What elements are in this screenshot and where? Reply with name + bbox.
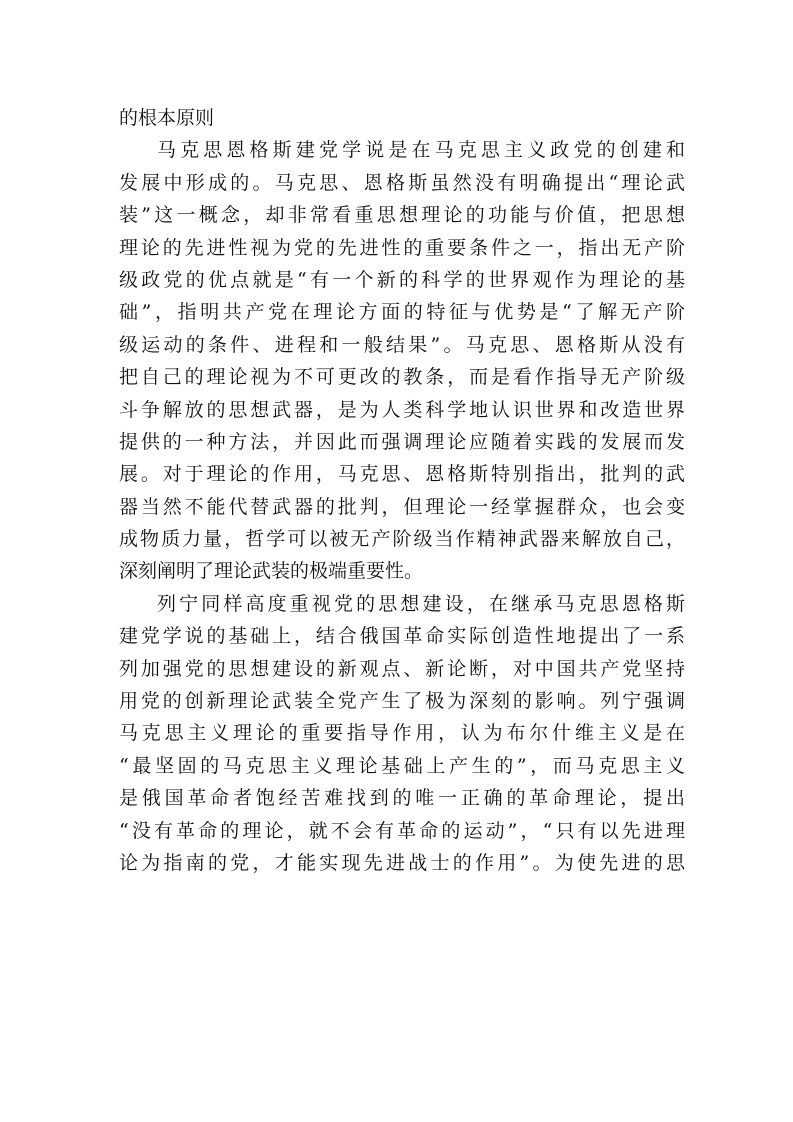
paragraph-1-line-12: 器当然不能代替武器的批判，但理论一经掌握群众，也会变 <box>119 495 685 518</box>
paragraph-2-line-5: 马克思主义理论的重要指导作用，认为布尔什维主义是在 <box>119 722 685 745</box>
paragraph-1-line-6: 础”，指明共产党在理论方面的特征与优势是“了解无产阶 <box>119 301 685 324</box>
paragraph-1-line-4: 理论的先进性视为党的先进性的重要条件之一，指出无产阶 <box>119 236 685 259</box>
paragraph-1-line-5: 级政党的优点就是“有一个新的科学的世界观作为理论的基 <box>119 268 685 291</box>
text-line-1: 的根本原则 <box>119 107 215 129</box>
paragraph-2-line-3: 列加强党的思想建设的新观点、新论断，对中国共产党坚持 <box>119 657 685 680</box>
paragraph-2-line-4: 用党的创新理论武装全党产生了极为深刻的影响。列宁强调 <box>119 690 685 713</box>
paragraph-1-line-9: 斗争解放的思想武器，是为人类科学地认识世界和改造世界 <box>119 398 685 421</box>
paragraph-1-line-1: 马克思恩格斯建党学说是在马克思主义政党的创建和 <box>157 139 685 162</box>
paragraph-1-line-10: 提供的一种方法，并因此而强调理论应随着实践的发展而发 <box>119 430 685 453</box>
paragraph-1-line-13: 成物质力量，哲学可以被无产阶级当作精神武器来解放自己， <box>119 528 685 551</box>
paragraph-2-line-2: 建党学说的基础上，结合俄国革命实际创造性地提出了一系 <box>119 625 685 648</box>
paragraph-2-line-1: 列宁同样高度重视党的思想建设，在继承马克思恩格斯 <box>157 592 685 615</box>
paragraph-1-line-7: 级运动的条件、进程和一般结果”。马克思、恩格斯从没有 <box>119 333 685 356</box>
document-body <box>119 102 685 879</box>
paragraph-2-line-7: 是俄国革命者饱经苦难找到的唯一正确的革命理论，提出 <box>119 787 685 810</box>
paragraph-1-line-3: 装”这一概念，却非常看重思想理论的功能与价值，把思想 <box>119 204 685 227</box>
paragraph-1-line-14: 深刻阐明了理论武装的极端重要性。 <box>119 560 424 583</box>
paragraph-1-line-11: 展。对于理论的作用，马克思、恩格斯特别指出，批判的武 <box>119 463 685 486</box>
paragraph-1-line-8: 把自己的理论视为不可更改的教条，而是看作指导无产阶级 <box>119 366 685 389</box>
paragraph-2-line-8: “没有革命的理论，就不会有革命的运动”，“只有以先进理 <box>119 819 685 842</box>
paragraph-2-line-9: 论为指南的党，才能实现先进战士的作用”。为使先进的思 <box>119 851 685 874</box>
paragraph-2-line-6: “最坚固的马克思主义理论基础上产生的”，而马克思主义 <box>119 754 685 777</box>
paragraph-1-line-2: 发展中形成的。马克思、恩格斯虽然没有明确提出“理论武 <box>119 171 685 194</box>
